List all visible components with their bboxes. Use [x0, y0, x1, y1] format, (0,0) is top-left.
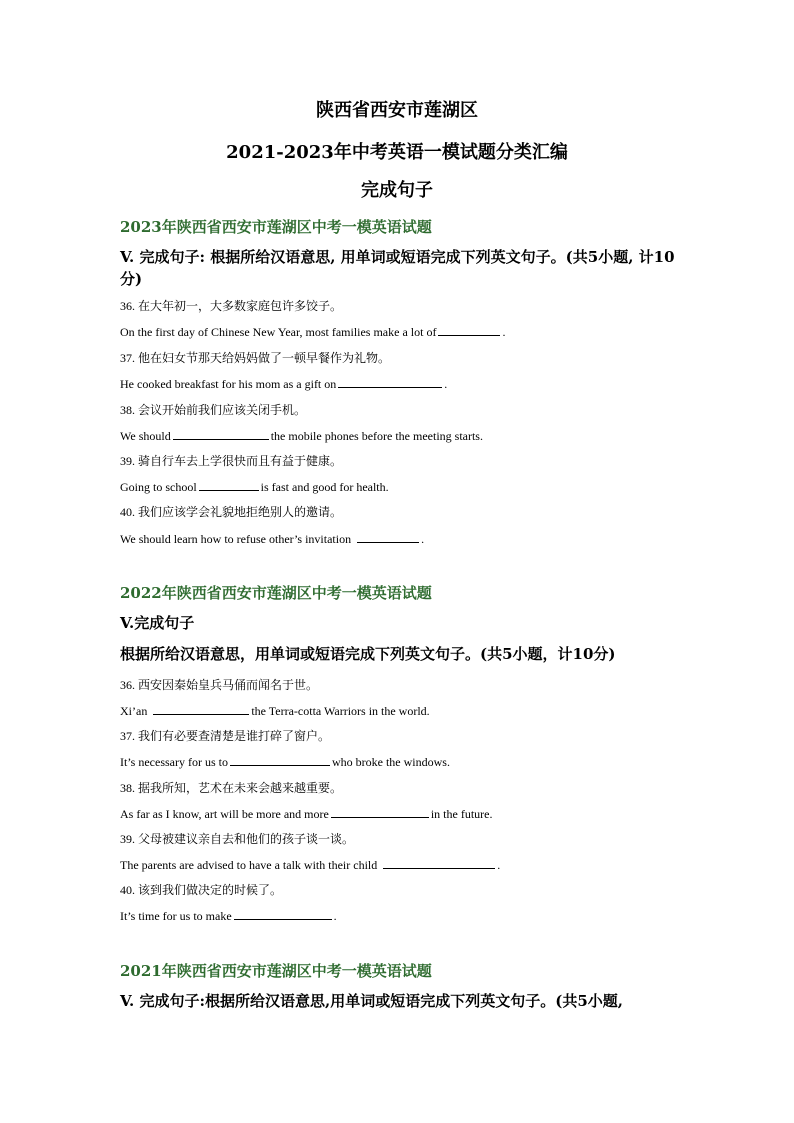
answer-blank[interactable] [173, 427, 269, 440]
title-topic: 完成句子 [361, 180, 433, 201]
question-en: We should learn how to refuse other’s invitation . [120, 532, 425, 546]
question-en: We should the mobile phones before the meeting starts. [120, 429, 483, 443]
answer-blank[interactable] [230, 753, 330, 766]
question-en: He cooked breakfast for his mom as a gift on . [120, 377, 448, 391]
section-heading-2023: 2023年陕西省西安市莲湖区中考一模英语试题 [120, 218, 432, 236]
subheading-2022: V.完成句子 [120, 614, 195, 632]
question-en: Xi’an the Terra-cotta Warriors in the world. [120, 704, 430, 718]
instruction-2023: V. 完成句子: 根据所给汉语意思, 用单词或短语完成下列英文句子。(共5小题, 计10分) [120, 248, 675, 288]
question-cn: 40. 我们应该学会礼貌地拒绝别人的邀请。 [120, 505, 343, 519]
instruction-2021: V. 完成句子:根据所给汉语意思,用单词或短语完成下列英文句子。(共5小题, [120, 992, 623, 1010]
answer-blank[interactable] [153, 702, 249, 715]
question-cn: 38. 会议开始前我们应该关闭手机。 [120, 403, 307, 417]
question-cn: 38. 据我所知，艺术在未来会越来越重要。 [120, 781, 343, 795]
answer-blank[interactable] [438, 323, 500, 336]
answer-blank[interactable] [357, 530, 419, 543]
answer-blank[interactable] [234, 907, 332, 920]
question-cn: 37. 他在妇女节那天给妈妈做了一顿早餐作为礼物。 [120, 351, 391, 365]
section-heading-2021: 2021年陕西省西安市莲湖区中考一模英语试题 [120, 962, 432, 980]
question-en: It’s necessary for us to who broke the windows. [120, 755, 450, 769]
question-en: Going to school is fast and good for health. [120, 480, 389, 494]
answer-blank[interactable] [338, 375, 442, 388]
instruction-2022: 根据所给汉语意思，用单词或短语完成下列英文句子。(共5小题，计10分) [120, 645, 616, 663]
question-en: The parents are advised to have a talk with their child . [120, 858, 501, 872]
question-en: On the first day of Chinese New Year, most families make a lot of . [120, 325, 506, 339]
answer-blank[interactable] [199, 478, 259, 491]
question-cn: 39. 骑自行车去上学很快而且有益于健康。 [120, 454, 343, 468]
title-region: 陕西省西安市莲湖区 [316, 100, 478, 121]
section-heading-2022: 2022年陕西省西安市莲湖区中考一模英语试题 [120, 584, 432, 602]
title-subject: 2021-2023年中考英语一模试题分类汇编 [226, 142, 568, 163]
question-cn: 37. 我们有必要查清楚是谁打碎了窗户。 [120, 729, 331, 743]
question-cn: 40. 该到我们做决定的时候了。 [120, 883, 283, 897]
question-cn: 36. 西安因秦始皇兵马俑而闻名于世。 [120, 678, 319, 692]
answer-blank[interactable] [383, 856, 495, 869]
question-cn: 39. 父母被建议亲自去和他们的孩子谈一谈。 [120, 832, 355, 846]
question-en: It’s time for us to make . [120, 909, 337, 923]
question-en: As far as I know, art will be more and more in the future. [120, 807, 493, 821]
answer-blank[interactable] [331, 805, 429, 818]
question-cn: 36. 在大年初一，大多数家庭包许多饺子。 [120, 299, 343, 313]
